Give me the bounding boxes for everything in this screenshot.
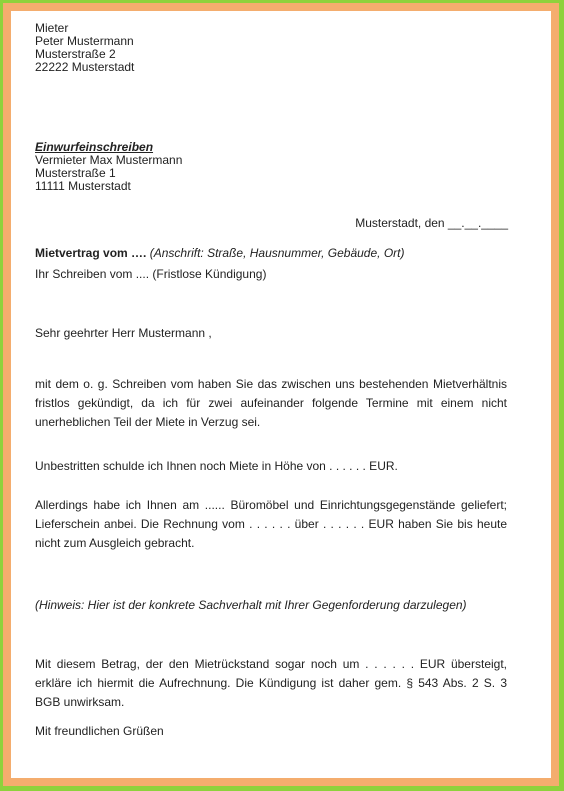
subject-bold: Mietvertrag vom …. [35, 246, 147, 260]
tenant-city: 22222 Musterstadt [35, 60, 135, 74]
outer-frame [3, 3, 559, 786]
closing: Mit freundlichen Grüßen [35, 724, 164, 738]
paragraph-1: mit dem o. g. Schreiben vom haben Sie das zwischen uns bestehenden Mietverhältnis fristlos gekündigt, da ich für zwei aufeinander folgende Termine mit einem nicht unerheblichen Teil der Miete in Verzug sei. [35, 377, 507, 429]
landlord-street: Musterstraße 1 [35, 166, 116, 180]
landlord-city: 11111 Musterstadt [35, 179, 131, 193]
hint-note: (Hinweis: Hier ist der konkrete Sachverhalt mit Ihrer Gegenforderung darzulegen) [35, 598, 467, 612]
subject-reference: Ihr Schreiben vom .... (Fristlose Kündigung) [35, 267, 267, 281]
subject-italic: (Anschrift: Straße, Hausnummer, Gebäude, Ort) [149, 246, 405, 260]
tenant-street: Musterstraße 2 [35, 47, 116, 61]
date-line: Musterstadt, den __.__.____ [355, 216, 508, 230]
landlord-address [35, 141, 182, 193]
subject-line [35, 247, 404, 260]
letter-page [11, 11, 551, 778]
tenant-label: Mieter [35, 21, 69, 35]
paragraph-3: Allerdings habe ich Ihnen am ...... Büromöbel und Einrichtungsgegenstände geliefert; Lieferschein anbei. Die Rechnung vom . . . . . . über . . . . . . EUR haben Sie bis heute nicht zum Ausgleich gebracht. [35, 498, 507, 550]
delivery-method: Einwurfeinschreiben [35, 140, 154, 154]
landlord-name: Vermieter Max Mustermann [35, 153, 183, 167]
salutation: Sehr geehrter Herr Mustermann , [35, 326, 212, 340]
tenant-address [35, 22, 134, 74]
paragraph-2: Unbestritten schulde ich Ihnen noch Miete in Höhe von . . . . . . EUR. [35, 459, 398, 473]
tenant-name: Peter Mustermann [35, 34, 134, 48]
paragraph-4: Mit diesem Betrag, der den Mietrückstand sogar noch um . . . . . . EUR übersteigt, erkläre ich hiermit die Aufrechnung. Die Kündigung ist daher gem. § 543 Abs. 2 S. 3 BGB unwirksam. [35, 657, 507, 709]
